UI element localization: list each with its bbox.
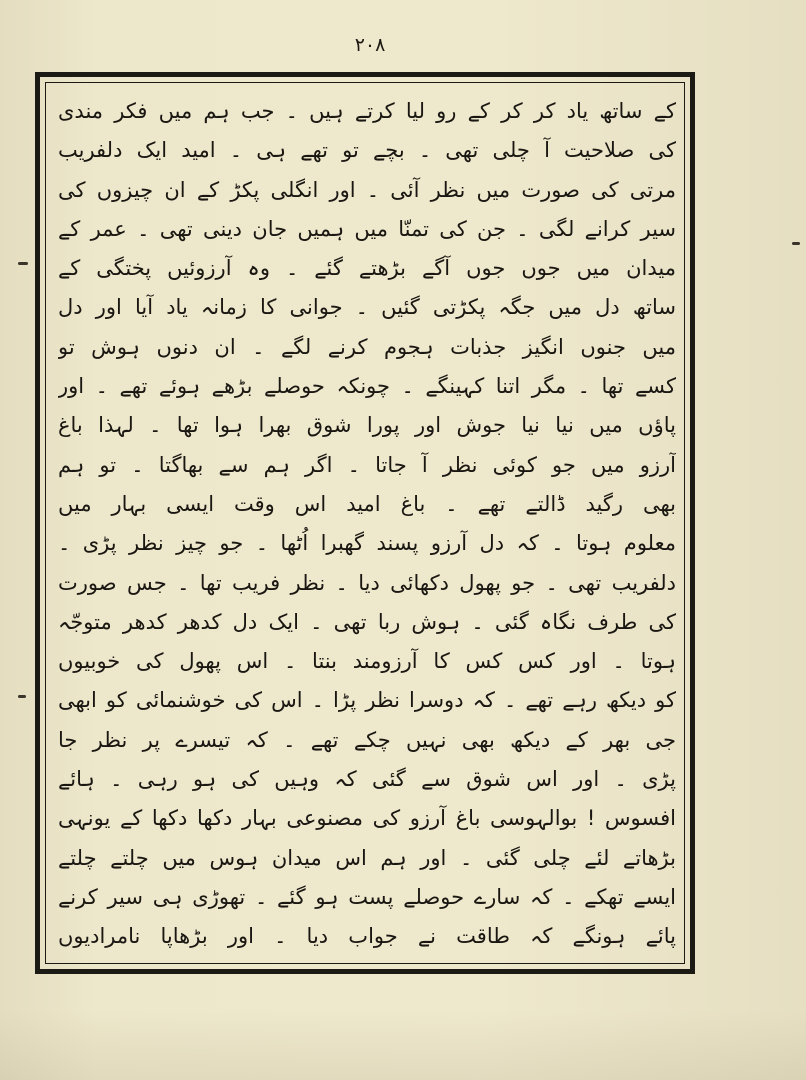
margin-ink-mark (18, 695, 26, 698)
page-edge-shadow (0, 1010, 806, 1080)
text-line: کے ساتھ یاد کر کر کے رو لیا کرتے ہیں ۔ جب ہم میں فکر مندی (58, 99, 676, 123)
text-line: پڑی ۔ اور اس شوق سے گئی کہ وہیں کی ہو رہی ۔ ہائے (58, 767, 676, 792)
text-line: دلفریب تھی ۔ جو پھول دکھائی دیا ۔ نظر فریب تھا ۔ جس صورت (58, 570, 676, 595)
text-line: ایسے تھکے ۔ کہ سارے حوصلے پست ہو گئے ۔ تھوڑی ہی سیر کرنے (58, 884, 676, 909)
text-line: میں جنوں انگیز جذبات ہجوم کرنے لگے ۔ ان دنوں ہوش تو (58, 334, 676, 359)
text-line: ساتھ دل میں جگہ پکڑتی گئیں ۔ جوانی کا زمانہ یاد آیا اور دل (58, 295, 676, 320)
text-line: پاؤں میں نیا نیا جوش اور پورا شوق بھرا ہوا تھا ۔ لہذا باغ (58, 413, 676, 438)
text-line: بھی رگید ڈالتے تھے ۔ باغ امید اس وقت ایسی بہار میں (58, 491, 676, 516)
text-line: کی طرف نگاہ گئی ۔ ہوش ربا تھی ۔ ایک دل کدھر کدھر متوجّہ (58, 609, 676, 634)
text-line: کو دیکھ رہے تھے ۔ کہ دوسرا نظر پڑا ۔ اس کی خوشنمائی کو ابھی (58, 688, 676, 713)
text-line: کی صلاحیت آ چلی تھی ۔ بچے تو تھے ہی ۔ امید ایک دلفریب (58, 138, 676, 163)
text-line: میدان میں جوں جوں آگے بڑھتے گئے ۔ وہ آرزوئیں پختگی کے (58, 256, 676, 281)
text-line: جی بھر کے دیکھ بھی نہیں چکے تھے ۔ کہ تیسرے پر نظر جا (58, 727, 676, 752)
margin-ink-mark (18, 262, 28, 265)
text-line: معلوم ہوتا ۔ کہ دل آرزو پسند گھبرا اُٹھا ۔ جو چیز نظر پڑی ۔ (58, 531, 676, 556)
urdu-text-body (58, 92, 676, 952)
text-line: سیر کرانے لگی ۔ جن کی تمنّا میں ہمیں جان دینی تھی ۔ عمر کے (58, 216, 676, 241)
text-line: افسوس ! بوالہوسی باغ آرزو کی مصنوعی بہار دکھا دکھا کے یونہی (58, 806, 676, 831)
text-line: پائے ہونگے کہ طاقت نے جواب دیا ۔ اور بڑھاپا نامرادیوں (58, 924, 676, 949)
text-line: آرزو میں جو کوئی نظر آ جاتا ۔ اگر ہم سے بھاگتا ۔ تو ہم (58, 452, 676, 477)
text-line: ہوتا ۔ اور کس کس کا آرزومند بنتا ۔ اس پھول کی خوبیوں (58, 649, 676, 674)
text-line: کسے تھا ۔ مگر اتنا کہینگے ۔ چونکہ حوصلے بڑھے ہوئے تھے ۔ اور (58, 374, 676, 399)
text-line: مرتی کی صورت میں نظر آئی ۔ اور انگلی پکڑ کے ان چیزوں کی (58, 177, 676, 202)
page-number: ۲۰۸ (354, 34, 386, 56)
margin-ink-mark (792, 242, 800, 245)
text-line: بڑھاتے لئے چلی گئی ۔ اور ہم اس میدان ہوس میں چلتے چلتے (58, 845, 676, 870)
